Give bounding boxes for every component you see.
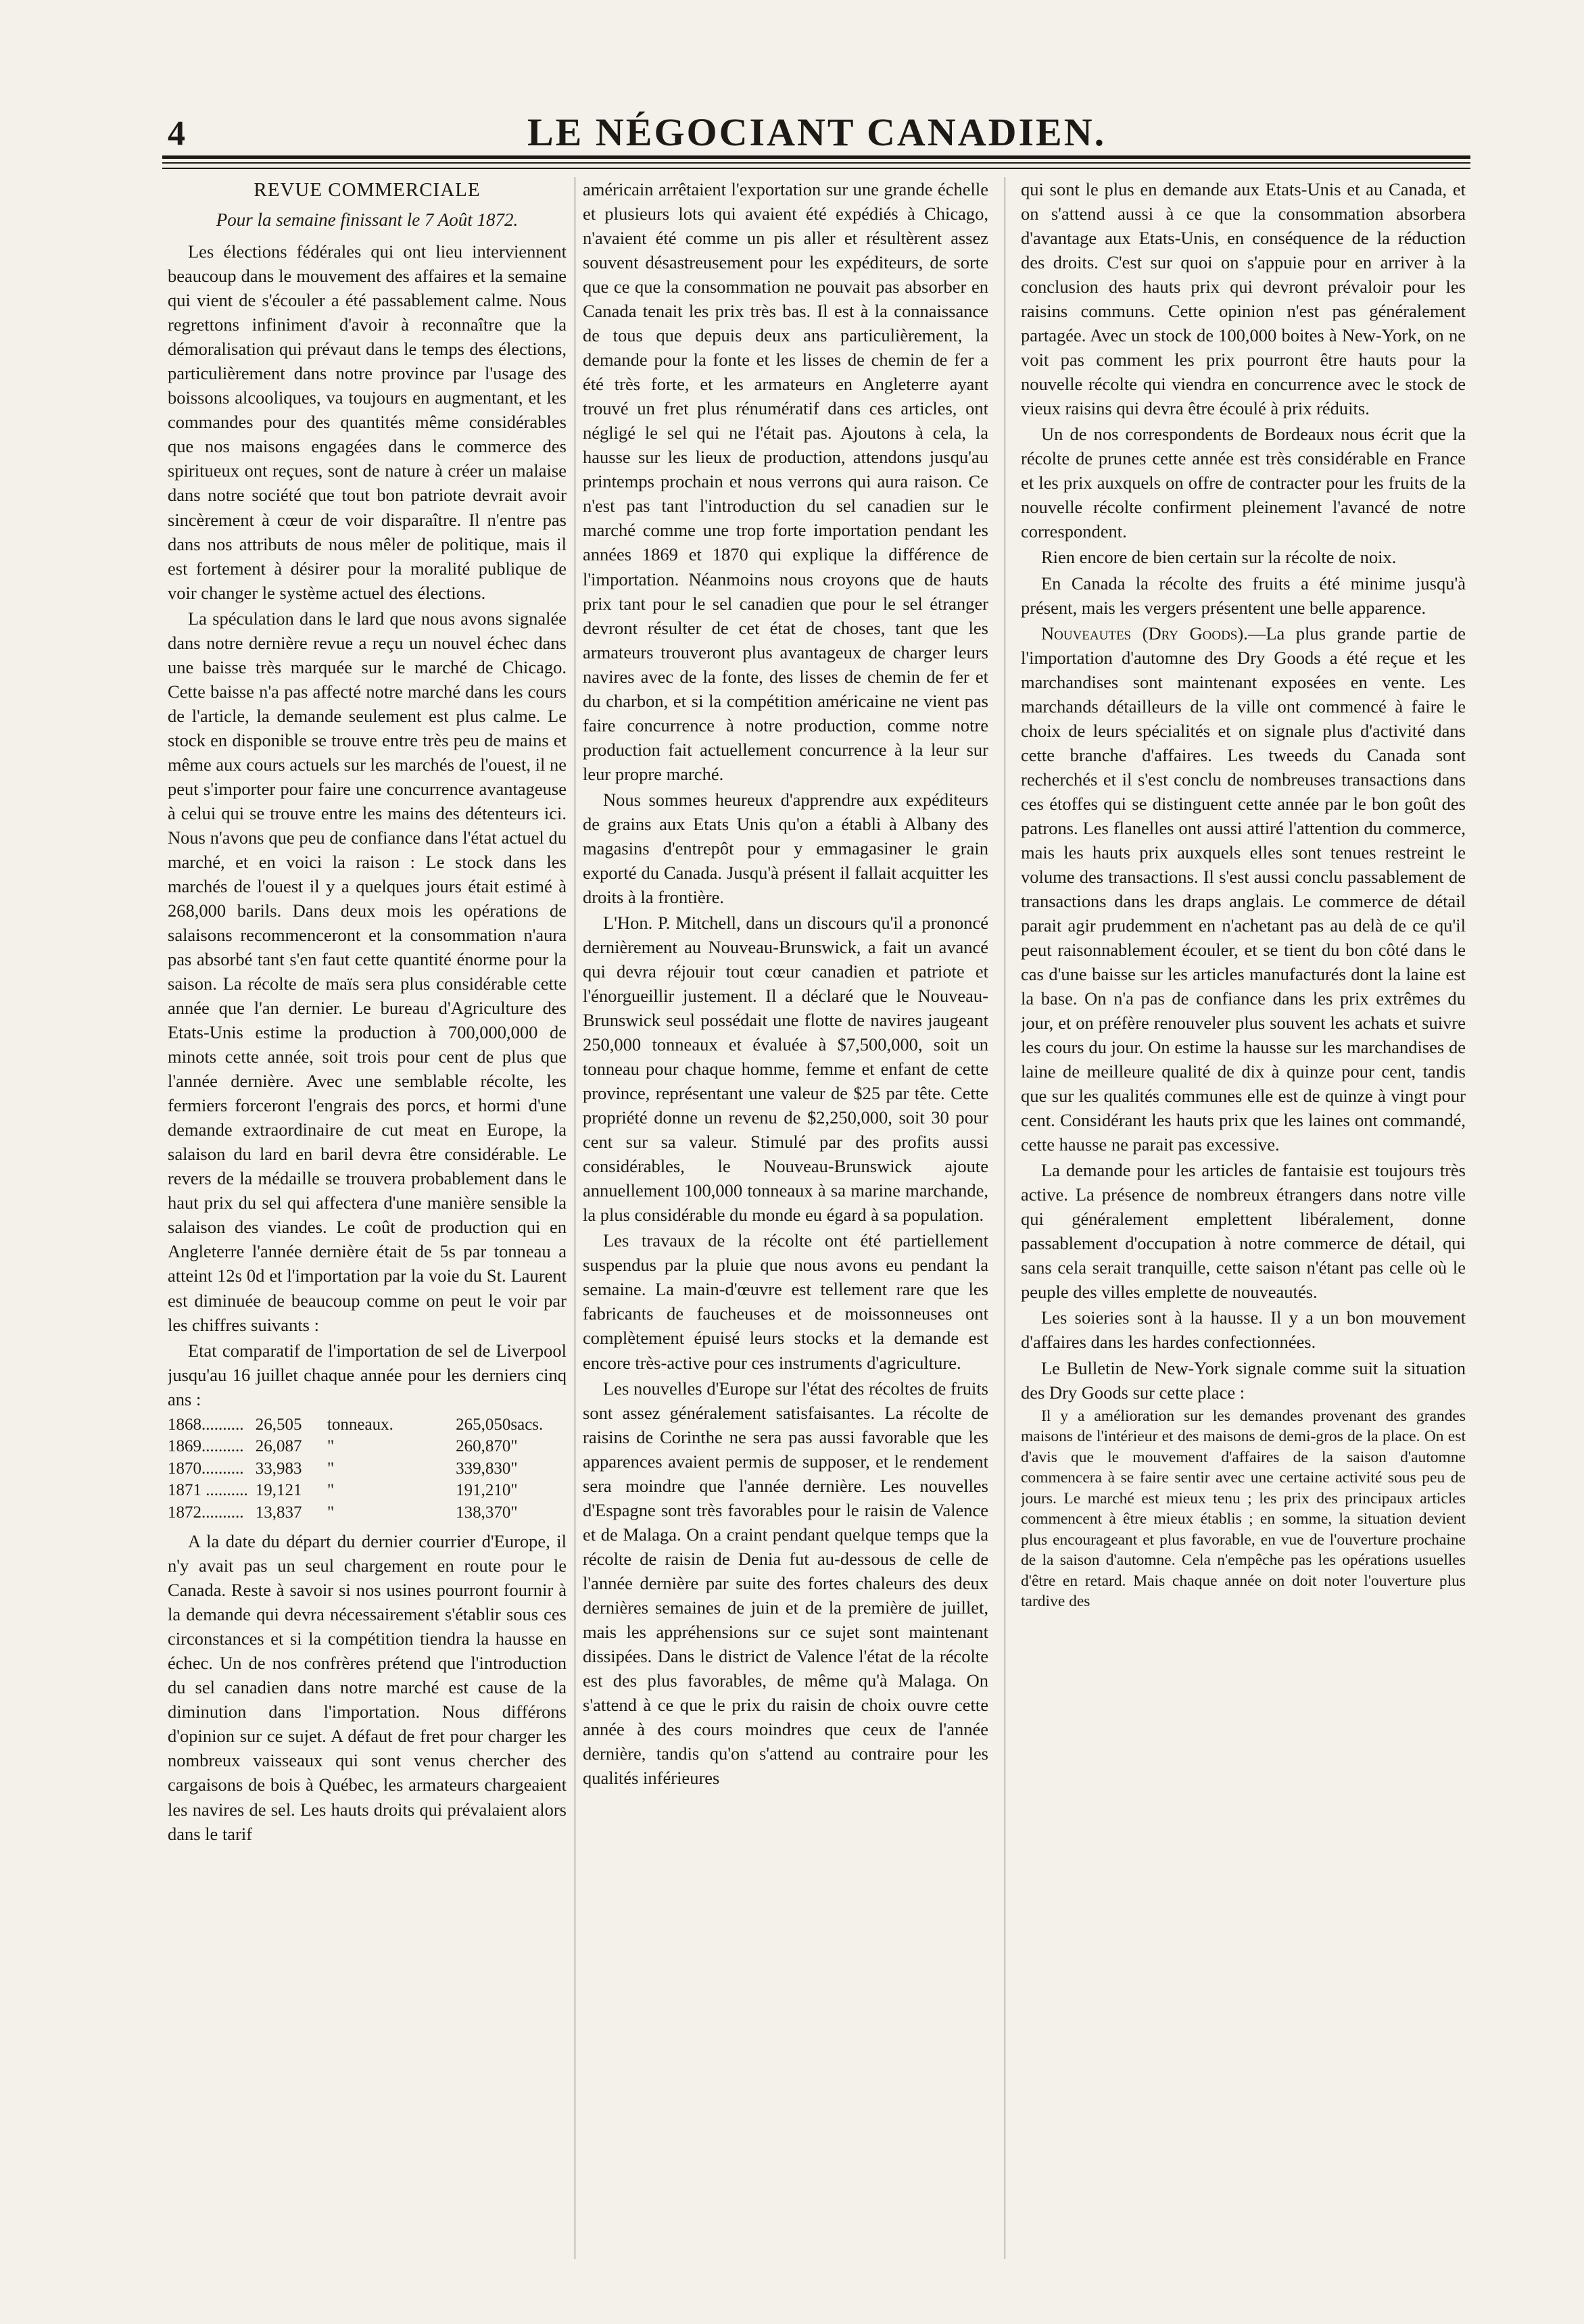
- paragraph: L'Hon. P. Mitchell, dans un discours qu'il a prononcé dernièrement au Nouveau-Brunswick, a fait un avancé qui devra réjouir tout cœur canadien et patriote et l'énorgueillir justement. Il a déclaré que le Nouveau-Brunswick seul possédait une flotte de navires jaugeant 250,000 tonneaux et évaluée à $7,500,000, soit un tonneau pour chaque homme, femme et enfant de cette province, représentant une valeur de $25 par tête. Cette propriété donne un revenu de $2,250,000, soit 30 pour cent sur sa valeur. Stimulé par des profits aussi considérables, le Nouveau-Brunswick ajoute annuellement 100,000 tonneaux à sa marine marchande, la plus considérable du monde eu égard à sa population.: [583, 912, 988, 1226]
- paragraph: qui sont le plus en demande aux Etats-Unis et au Canada, et on s'attend aussi à ce que la consommation absorbera d'avantage aux Etats-Unis, en conséquence de la réduction des droits. C'est sur quoi on s'appuie pour en arriver à la conclusion des hauts prix qui devront prévaloir pour les raisins communs. Cette opinion n'est pas généralement partagée. Avec un stock de 100,000 boites à New-York, on ne voit pas comment les prix pourront être hauts pour la nouvelle récolte qui viendra en concurrence avec le stock de vieux raisins qui devra être écoulé à prix réduits.: [1021, 179, 1466, 419]
- paragraph: américain arrêtaient l'exportation sur une grande échelle et plusieurs lots qui avaient été expédiés à Chicago, n'avaient été comme un pis aller et résultèrent assez souvent désastreusement pour les expéditeurs, de sorte que ce que la consommation ne pouvait pas absorber en Canada tenait les prix très bas. Il est à la connaissance de tous que depuis deux ans particulièrement, la demande pour la fonte et les lisses de chemin de fer a été très forte, et les armateurs en Angleterre ayant trouvé un fret plus rénumératif dans ces articles, ont négligé le sel qui ne l'était pas. Ajoutons à cela, la hausse sur les lieux de production, attendons jusqu'au printemps prochain et nous verrons qui aura raison. Ce n'est pas tant l'introduction du sel canadien sur le marché comme une trop forte importation pendant les années 1869 et 1870 qui explique la différence de l'importation. Néanmoins nous croyons que de hauts prix tant pour le sel canadien que pour le sel étranger devront résulter de cet état de choses, tant que les armateurs trouveront plus avantageux de charger leurs navires avec de la fonte, des lisses de chemin de fer et du charbon, et si la compétition américaine ne vient pas faire concurrence à notre production, comme notre production fait actuellement concurrence à la leur sur leur propre marché.: [583, 179, 988, 784]
- paragraph: En Canada la récolte des fruits a été minime jusqu'à présent, mais les vergers présentent une belle apparence.: [1021, 573, 1466, 618]
- page-number: 4: [168, 114, 185, 153]
- header-rule: [162, 168, 1470, 169]
- paragraph: Un de nos correspondents de Bordeaux nous écrit que la récolte de prunes cette année est très considérable en France et les prix auxquels on offre de contracter pour les fruits de la nouvelle récolte confirment pleinement l'avancé de notre correspondent.: [1021, 424, 1466, 542]
- paragraph: Rien encore de bien certain sur la récolte de noix.: [1041, 547, 1397, 568]
- paragraph: Le Bulletin de New-York signale comme suit la situation des Dry Goods sur cette place :: [1021, 1357, 1466, 1403]
- paragraph: A la date du départ du dernier courrier d'Europe, il n'y avait pas un seul chargement en route pour le Canada. Reste à savoir si nos usines pourront fournir à la demande qui devra nécessairement s'établir sous ces circonstances et si la compétition tiendra la hausse en échec. Un de nos confrères prétend que l'introduction du sel canadien dans notre marché est cause de la diminution dans l'importation. Nous différons d'opinion sur ce sujet. A défaut de fret pour charger les nombreux vaisseaux qui sont venus chercher des cargaisons de bois à Québec, les armateurs chargeaient les navires de sel. Les hauts droits qui prévalaient alors dans le tarif: [168, 1531, 567, 1844]
- column-3: [1021, 177, 1466, 2262]
- table-row: 1872.......... 13,837 " 138,370 ": [168, 1503, 518, 1522]
- article-subtitle: Pour la semaine finissant le 7 Août 1872.: [216, 210, 519, 231]
- article-title: REVUE COMMERCIALE: [254, 179, 481, 201]
- paragraph: [1021, 621, 1466, 1157]
- paragraph: La demande pour les articles de fantaisie est toujours très active. La présence de nombreux étrangers dans notre ville qui généralement emplettent libéralement, donne passablement d'occupation à notre commerce de détail, qui sans cela serait tranquille, cette saison n'étant pas celle où le peuple des villes emplette de nouveautés.: [1021, 1160, 1466, 1303]
- paragraph: Les soieries sont à la hausse. Il y a un bon mouvement d'affaires dans les hardes confectionnées.: [1021, 1307, 1466, 1353]
- section-lead: Nouveautes (Dry Goods).: [1041, 623, 1248, 644]
- paragraph: Etat comparatif de l'importation de sel de Liverpool jusqu'au 16 juillet chaque année pour les derniers cinq ans :: [168, 1340, 567, 1409]
- table-row: 1868.......... 26,505 tonneaux. 265,050 sacs.: [168, 1415, 544, 1434]
- paragraph: Nous sommes heureux d'apprendre aux expéditeurs de grains aux Etats Unis qu'on a établi à Albany des magasins d'entrepôt pour y emmagasiner le grain exporté du Canada. Jusqu'à présent il fallait acquitter les droits à la frontière.: [583, 789, 988, 907]
- table-row: 1869.......... 26,087 " 260,870 ": [168, 1437, 518, 1456]
- paragraph: La spéculation dans le lard que nous avons signalée dans notre dernière revue a reçu un nouvel échec dans une baisse très marquée sur le marché de Chicago. Cette baisse n'a pas affecté notre marché dans les cours de l'article, la demande seulement est plus calme. Le stock en disponible se trouve entre très peu de mains et même aux cours actuels sur les marchés de l'ouest, il ne peut s'importer pour faire une concurrence avantageuse à celui qui se trouve entre les mains des détenteurs ici. Nous n'avons que peu de confiance dans l'état actuel du marché, et en voici la raison : Le stock dans les marchés de l'ouest il y a quelques jours était estimé à 268,000 barils. Dans deux mois les opérations de salaisons recommenceront et la consommation n'aura pas absorbé tant s'en faut cette quantité énorme pour la saison. La récolte de maïs sera plus considérable cette année que l'an dernier. Le bureau d'Agriculture des Etats-Unis estime la production à 700,000,000 de minots cette année, soit trois pour cent de plus que l'année dernière. Avec une semblable récolte, les fermiers forceront l'engrais des porcs, et hormi d'une demande extraordinaire de cut meat en Europe, la salaison du lard en baril devra être considérable. Le revers de la médaille se trouvera probablement dans le haut prix du sel qui affectera d'une manière sensible la salaison des viandes. Le coût de production qui en Angleterre l'année dernière était de 5s par tonneau a atteint 12s 0d et l'importation par la voie du St. Laurent est diminuée de beaucoup comme on peut le voir par les chiffres suivants :: [168, 608, 567, 1335]
- masthead: LE NÉGOCIANT CANADIEN.: [527, 110, 1107, 154]
- quoted-excerpt: Il y a amélioration sur les demandes provenant des grandes maisons de l'intérieur et des maisons de demi-gros de la place. On est d'avis que le mouvement d'affaires de la saison d'automne commencera à se faire sentir avec une certaine activité sous peu de jours. Le marché est mieux tenu ; les prix des principaux articles commencent à être mieux établis ; en somme, la situation devient plus encourageant et plus favorable, en vue de l'ouverture prochaine de la saison d'automne. Cela n'empêche pas les opérations usuelles d'être en retard. Mais chaque année on doit noter l'ouverture plus tardive des: [1021, 1407, 1466, 1611]
- paragraph: Les travaux de la récolte ont été partiellement suspendus par la pluie que nous avons eu pendant la semaine. La main-d'œuvre est tellement rare que les fabricants de faucheuses et de moissonneuses ont complètement épuisé leurs stocks et la demande est encore très-active pour ces instruments d'agriculture.: [583, 1230, 988, 1373]
- paragraph: Les élections fédérales qui ont lieu interviennent beaucoup dans le mouvement des affaires et la semaine qui vient de s'écouler a été passablement calme. Nous regrettons infiniment d'avoir à reconnaître que la démoralisation qui prévaut dans le temps des élections, particulièrement dans notre province par l'usage des boissons alcooliques, va toujours en augmentant, et les commandes pour des quantités même considérables que nos maisons engagées dans le commerce des spiritueux ont reçues, sont de nature à créer un malaise dans notre société que tout bon patriote devrait avoir sincèrement à cœur de voir disparaître. Il n'entre pas dans nos attributs de nous mêler de politique, mais il est fortement à désirer pour la moralité publique de voir changer le système actuel des élections.: [168, 241, 567, 603]
- header-rule: [162, 155, 1470, 159]
- salt-import-table: [168, 1414, 567, 1524]
- column-2: [583, 177, 988, 2262]
- paragraph: Les nouvelles d'Europe sur l'état des récoltes de fruits sont assez généralement satisfaisantes. La récolte de raisins de Corinthe ne sera pas aussi favorable que les apparences avaient permis de supposer, et le rendement sera moindre que l'année dernière. Les nouvelles d'Espagne sont très favorables pour le raisin de Valence et de Malaga. On a craint pendant quelque temps que la récolte de raisin de Denia fut au-dessous de celle de l'année dernière par suite des fortes chaleurs des deux dernières semaines de juin et de la première de juillet, mais les appréhensions sur ce sujet sont maintenant dissipées. Dans le district de Valence l'état de la récolte est des plus favorables, de même qu'à Malaga. On s'attend à ce que le prix du raisin de choix ouvre cette année à des cours moindres que ceux de l'année dernière, tandis qu'on s'attend au contraire pour les qualités inférieures: [583, 1378, 988, 1789]
- table-row: 1870.......... 33,983 " 339,830 ": [168, 1459, 518, 1478]
- column-1: [168, 177, 567, 2262]
- section-body: —La plus grande partie de l'importation d'automne des Dry Goods a été reçue et les marchandises sont maintenant exposées en vente. Les marchands détailleurs de la ville ont commencé à faire le choix de leurs spécialités et on signale plus d'activité dans cette branche d'affaires. Les tweeds du Canada sont recherchés et il s'est conclu de nombreuses transactions dans ces étoffes qui se distinguent cette année par le bon goût des patrons. Les flanelles ont aussi attiré l'attention du commerce, mais les hauts prix auxquels elles sont tenues restreint le volume des transactions. Il s'est aussi conclu passablement de transactions dans les draps anglais. Le commerce de détail parait agir prudemment en n'achetant pas au delà de ce qu'il peut raisonnablement écouler, et se tient du bon côté dans le cas d'une baisse sur les articles manufacturés dont la laine est la base. On n'a pas de confiance dans les prix extrêmes du jour, et on préfère renouveler plus souvent les achats et suivre les cours du jour. On estime la hausse sur les marchandises de laine de meilleure qualité de dix à quinze pour cent, tandis que sur les qualités communes elle est de quinze à vingt pour cent. Considérant les hauts prix que les laines ont commandé, cette hausse ne parait pas excessive.: [1021, 623, 1466, 1155]
- header-rule: [162, 162, 1470, 164]
- table-row: 1871 .......... 19,121 " 191,210 ": [168, 1481, 518, 1500]
